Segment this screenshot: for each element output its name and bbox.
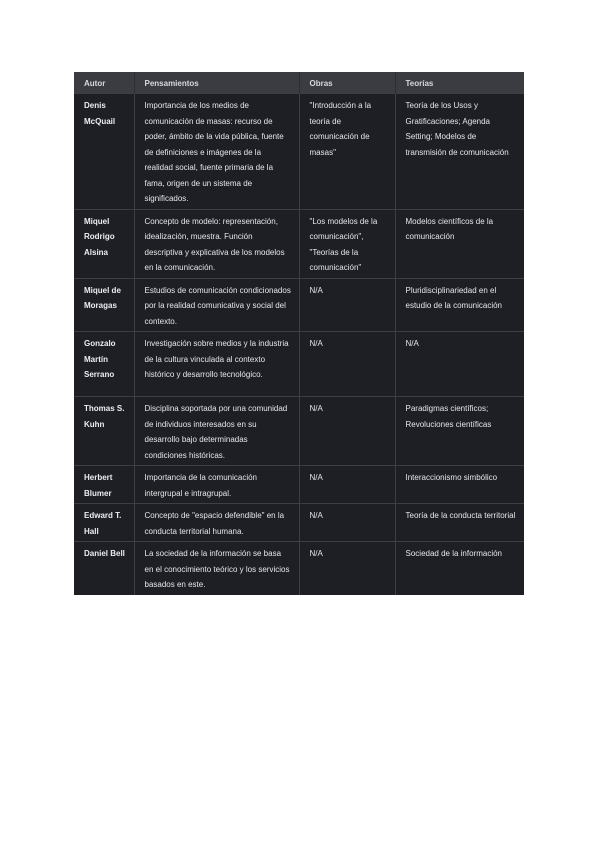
cell-obras: N/A [299, 466, 395, 504]
cell-obras: "Los modelos de la comunicación", "Teorías de la comunicación" [299, 209, 395, 278]
table-row [74, 332, 524, 397]
cell-autor: Herbert Blumer [74, 466, 134, 504]
table-row [74, 209, 524, 278]
cell-teorias: N/A [395, 332, 524, 397]
authors-table [74, 72, 524, 595]
cell-teorias: Paradigmas científicos; Revoluciones científicas [395, 397, 524, 466]
column-header-pensamientos: Pensamientos [134, 72, 299, 94]
table-row [74, 504, 524, 542]
cell-obras: N/A [299, 278, 395, 332]
cell-autor: Gonzalo Martín Serrano [74, 332, 134, 397]
column-header-teorias: Teorías [395, 72, 524, 94]
cell-obras: N/A [299, 397, 395, 466]
cell-autor: Edward T. Hall [74, 504, 134, 542]
table-row [74, 278, 524, 332]
table-row [74, 542, 524, 595]
cell-autor: Miquel Rodrigo Alsina [74, 209, 134, 278]
cell-teorias: Interaccionismo simbólico [395, 466, 524, 504]
table-header-row [74, 72, 524, 94]
cell-autor: Miquel de Moragas [74, 278, 134, 332]
cell-obras: N/A [299, 504, 395, 542]
cell-obras: "Introducción a la teoría de comunicación de masas" [299, 94, 395, 210]
cell-obras: N/A [299, 332, 395, 397]
cell-pensamientos: Importancia de la comunicación intergrupal e intragrupal. [134, 466, 299, 504]
column-header-obras: Obras [299, 72, 395, 94]
cell-obras: N/A [299, 542, 395, 595]
cell-teorias: Modelos científicos de la comunicación [395, 209, 524, 278]
authors-table-container [74, 72, 524, 595]
cell-teorias: Teoría de la conducta territorial [395, 504, 524, 542]
cell-pensamientos: Investigación sobre medios y la industria de la cultura vinculada al contexto histórico y desarrollo tecnológico. [134, 332, 299, 397]
cell-teorias: Sociedad de la información [395, 542, 524, 595]
cell-autor: Thomas S. Kuhn [74, 397, 134, 466]
cell-pensamientos: Importancia de los medios de comunicación de masas: recurso de poder, ámbito de la vida pública, fuente de definiciones e imágenes de la realidad social, fuente primaria de la fama, origen de un sistema de significados. [134, 94, 299, 210]
table-row [74, 397, 524, 466]
cell-autor: Denis McQuail [74, 94, 134, 210]
column-header-autor: Autor [74, 72, 134, 94]
cell-teorias: Pluridisciplinariedad en el estudio de la comunicación [395, 278, 524, 332]
cell-teorias: Teoría de los Usos y Gratificaciones; Agenda Setting; Modelos de transmisión de comunicación [395, 94, 524, 210]
cell-pensamientos: La sociedad de la información se basa en el conocimiento teórico y los servicios basados en este. [134, 542, 299, 595]
cell-pensamientos: Estudios de comunicación condicionados por la realidad comunicativa y social del contexto. [134, 278, 299, 332]
table-row [74, 466, 524, 504]
cell-pensamientos: Concepto de "espacio defendible" en la conducta territorial humana. [134, 504, 299, 542]
cell-autor: Daniel Bell [74, 542, 134, 595]
cell-pensamientos: Disciplina soportada por una comunidad de individuos interesados en su desarrollo bajo determinadas condiciones históricas. [134, 397, 299, 466]
table-row [74, 94, 524, 210]
cell-pensamientos: Concepto de modelo: representación, idealización, muestra. Función descriptiva y explicativa de los modelos en la comunicación. [134, 209, 299, 278]
